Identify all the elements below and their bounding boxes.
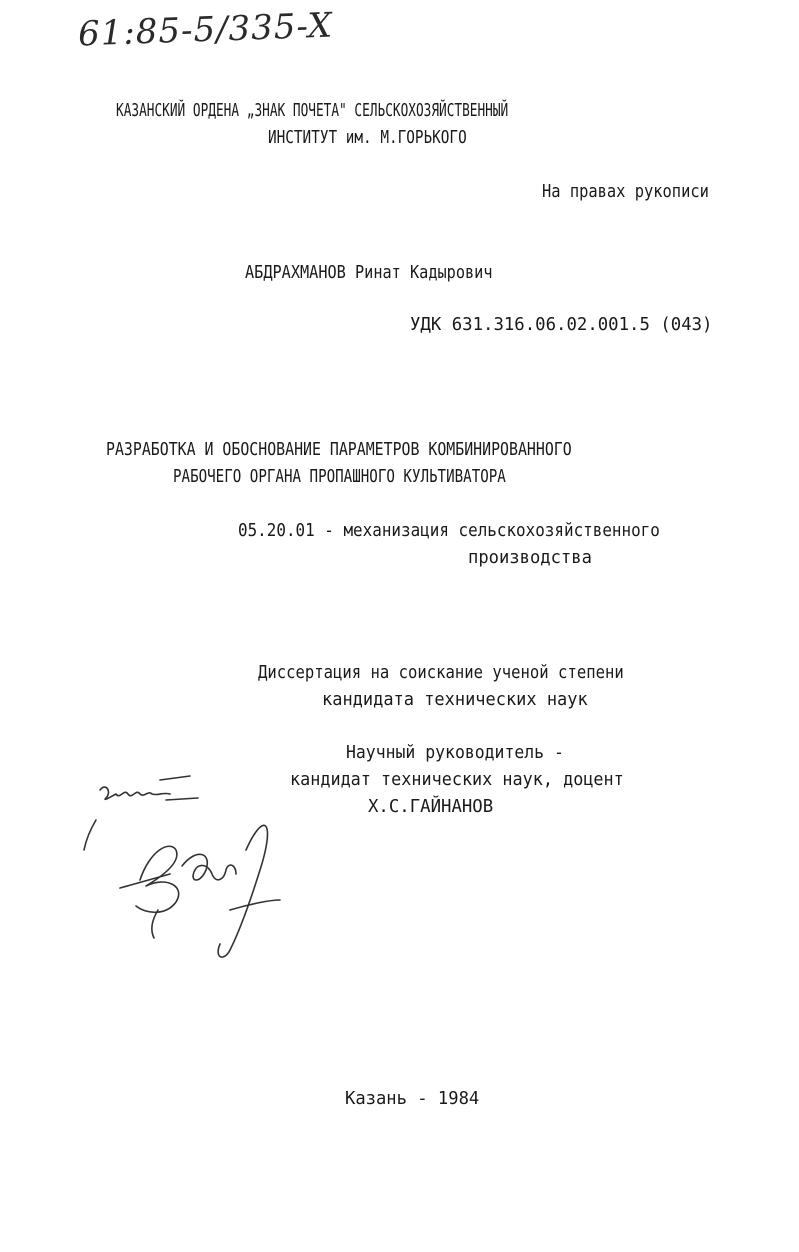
dissertation-line-2: кандидата технических наук [322, 690, 588, 710]
institution-line-2: ИНСТИТУТ им. М.ГОРЬКОГО [268, 128, 467, 148]
thesis-title-line-2: РАБОЧЕГО ОРГАНА ПРОПАШНОГО КУЛЬТИВАТОРА [173, 467, 506, 487]
place-year: Казань - 1984 [345, 1089, 480, 1109]
supervisor-line-2: кандидат технических наук, доцент [290, 770, 624, 790]
signature-stroke [218, 825, 267, 957]
supervisor-line-1: Научный руководитель - [346, 743, 564, 763]
signature-stroke [166, 798, 198, 800]
specialty-line-1: 05.20.01 - механизация сельскохозяйственного [238, 521, 660, 541]
supervisor-line-3: Х.С.ГАЙНАНОВ [368, 797, 494, 817]
manuscript-rights: На правах рукописи [542, 182, 709, 202]
institution-line-1: КАЗАНСКИЙ ОРДЕНА „ЗНАК ПОЧЕТА" СЕЛЬСКОХОЗЯЙСТВЕННЫЙ [116, 101, 509, 121]
signature-stroke [160, 776, 190, 780]
signature-stroke [100, 787, 170, 799]
specialty-line-2: производства [468, 548, 592, 568]
signature-stroke [152, 910, 158, 938]
author-name: АБДРАХМАНОВ Ринат Кадырович [245, 263, 493, 283]
dissertation-line-1: Диссертация на соискание ученой степени [258, 663, 624, 683]
udc-code: УДК 631.316.06.02.001.5 (043) [410, 315, 713, 335]
signature-stroke [182, 854, 236, 880]
signature-stroke [230, 900, 280, 910]
signature-stroke [136, 846, 179, 912]
thesis-title-line-1: РАЗРАБОТКА И ОБОСНОВАНИЕ ПАРАМЕТРОВ КОМБИНИРОВАННОГО [106, 440, 572, 460]
signature-stroke [84, 820, 96, 850]
signature-mark [70, 770, 290, 990]
archive-mark: 61:85-5/335-X [77, 5, 334, 55]
signature-stroke [120, 874, 170, 888]
